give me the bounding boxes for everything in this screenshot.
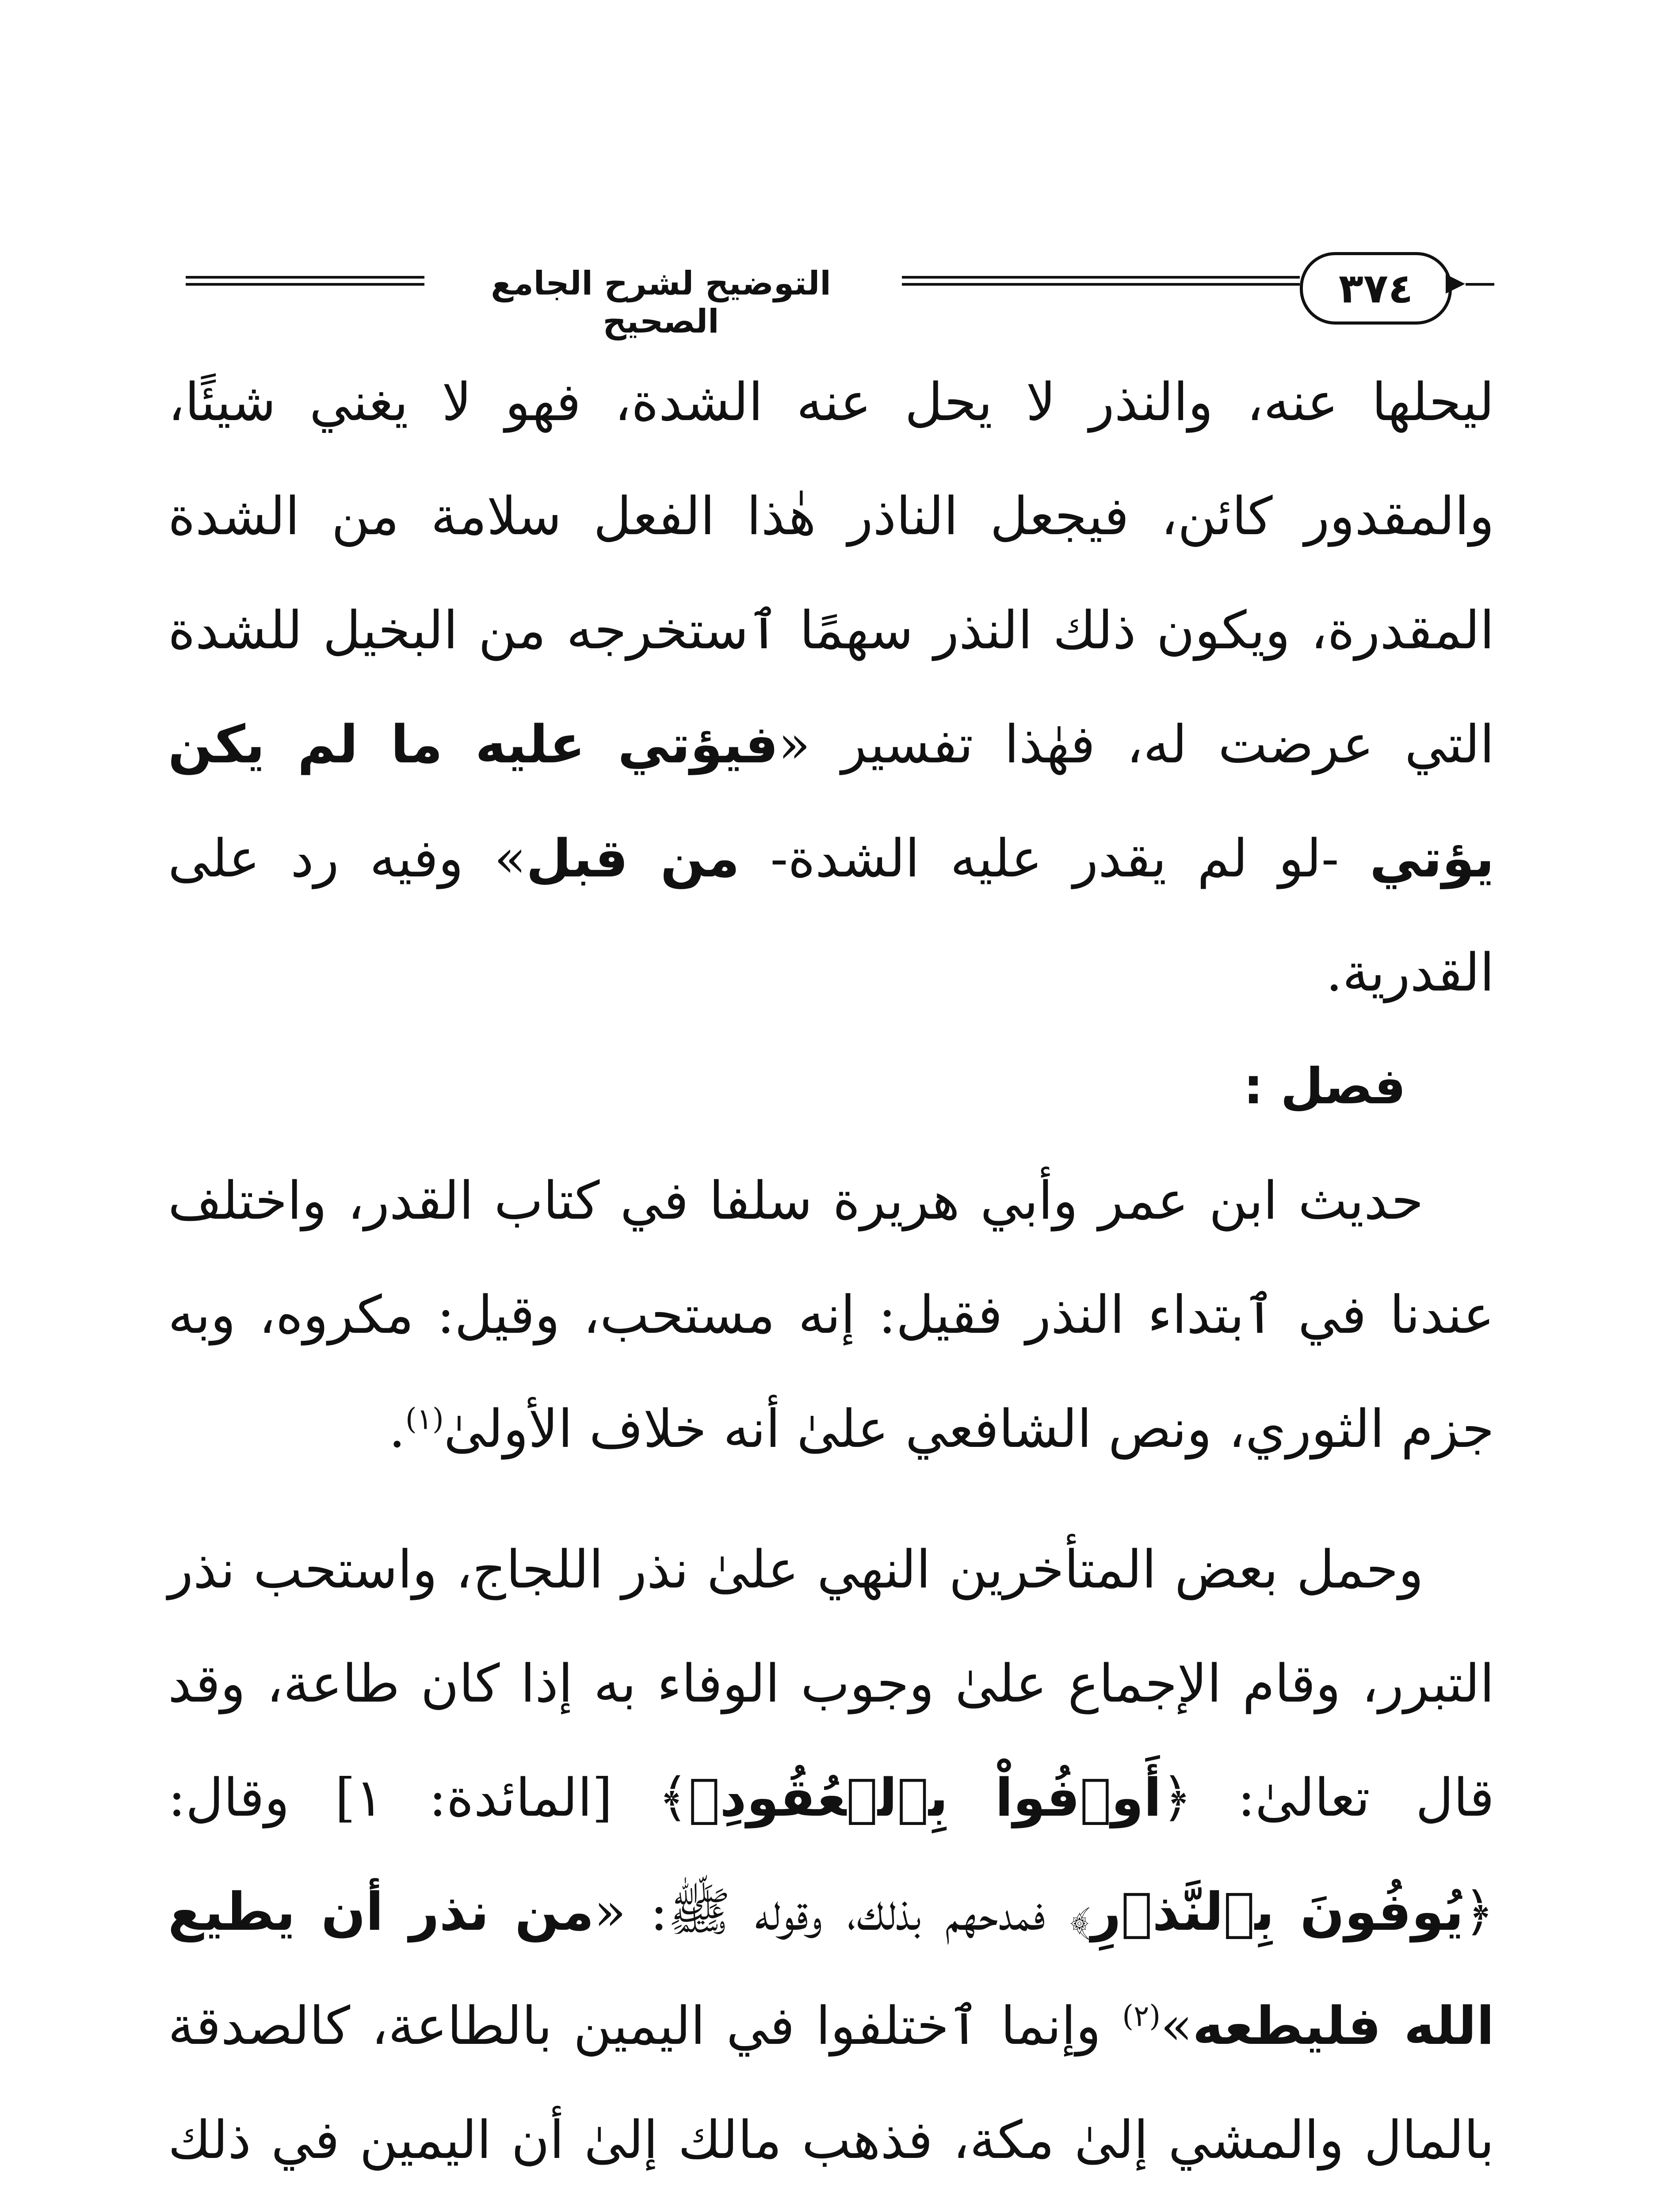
quoted-hadith-phrase-2: من قبل <box>526 828 740 889</box>
paragraph-3: وحمل بعض المتأخرين النهي علىٰ نذر اللجاج، واستحب نذر التبرر، وقام الإجماع علىٰ وجوب الوفاء به إذا كان طاعة، وقد قال تعالىٰ: ﴿أَوۡفُواْ بِٱلۡعُقُودِۚ﴾ [المائدة: ١] وقال: ﴿يُوفُونَ بِٱلنَّذۡرِ﴾ فمدحهم بذلك، وقوله ﷺ: «من نذر أن يطيع الله فليطعه»$^{(٢)}$ وإنما ٱختلفوا في اليمين بالطاعة، كالصدقة بالمال والمشي إلىٰ مكة، فذهب مالك إلىٰ أن اليمين في ذلك <box>168 1539 1494 2170</box>
paragraph-2: حديث ابن عمر وأبي هريرة سلفا في كتاب القدر، واختلف عندنا في ٱبتداء النذر فقيل: إنه مستحب، وقيل: مكروه، وبه جزم الثوري، ونص الشافعي علىٰ أنه خلاف الأولىٰ$^{(١)}$. <box>168 1170 1494 1459</box>
page-number: ٣٧٤ <box>1338 264 1413 312</box>
running-header <box>168 248 1494 340</box>
quoted-hadith-phrase: فيؤتي عليه ما لم يكن يؤتي <box>168 714 1494 889</box>
footnote-ref-1[interactable]: (١) <box>405 1402 444 1436</box>
quran-verse-2: يُوفُونَ بِٱلنَّذۡرِ <box>1091 1881 1464 1942</box>
quran-verse-1: أَوۡفُواْ بِٱلۡعُقُودِۚ <box>688 1767 1162 1828</box>
badge-pointer <box>1446 274 1465 294</box>
section-heading: فصل : <box>1243 1058 1406 1115</box>
header-rule-middle <box>902 276 1300 286</box>
book-title: التوضيح لشرح الجامع الصحيح <box>491 264 831 340</box>
page-number-badge <box>1300 252 1452 325</box>
paragraph-intro: ليحلها عنه، والنذر لا يحل عنه الشدة، فهو لا يغني شيئًا، والمقدور كائن، فيجعل الناذر هٰذا الفعل سلامة من الشدة المقدرة، ويكون ذلك النذر سهمًا ٱستخرجه من البخيل للشدة التي عرضت له، فهٰذا تفسير «فيؤتي عليه ما لم يكن يؤتي -لو لم يقدر عليه الشدة- من قبل» وفيه رد على القدرية. <box>168 371 1494 1003</box>
main-text <box>168 345 1494 2211</box>
header-rule-right <box>1466 283 1494 286</box>
hadith-quote: من نذر أن يطيع الله فليطعه <box>168 1881 1494 2056</box>
header-rule-left <box>186 276 424 286</box>
footnote-ref-2[interactable]: (٢) <box>1122 1999 1161 2033</box>
